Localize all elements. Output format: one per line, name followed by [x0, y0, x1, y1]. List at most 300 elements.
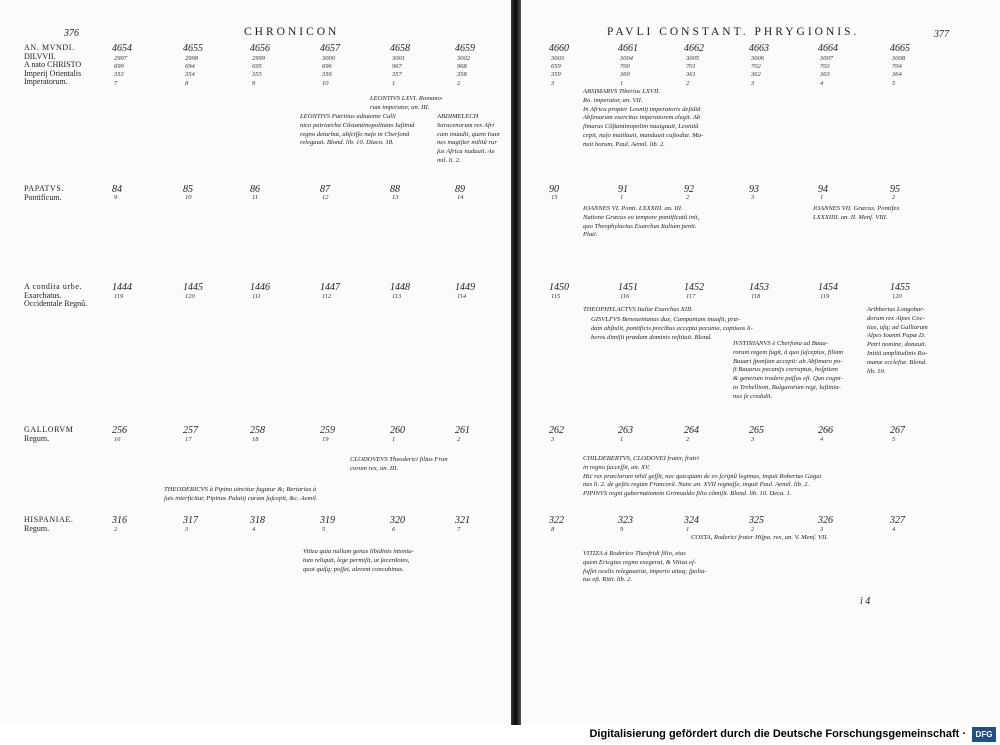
entry-childebertus: [583, 455, 821, 499]
year-number: 267: [890, 425, 905, 436]
subindex-value: 2: [686, 79, 690, 87]
subindex-value: 695: [252, 63, 262, 71]
row-label-line: Occidentale Regnũ.: [24, 299, 88, 308]
subindex-value: 114: [457, 293, 467, 300]
row-label-line: HISPANIAE.: [24, 515, 74, 524]
subindex-value: 9: [252, 79, 256, 87]
year-number: 264: [684, 425, 699, 436]
entry-vitiza-left: [303, 548, 414, 574]
year-subindex: [820, 436, 823, 444]
year-subindex: [751, 293, 760, 301]
year-number: 91: [618, 184, 628, 195]
year-subindex: [322, 526, 325, 534]
year-subindex: [114, 194, 117, 202]
year-number: 317: [183, 515, 198, 526]
year-number: 92: [684, 184, 694, 195]
left-page: [0, 0, 511, 725]
entry-line: dorum rex Alpes Coc-: [867, 314, 925, 322]
subindex-value: 3007: [820, 55, 833, 62]
subindex-value: 3000: [322, 55, 335, 62]
subindex-value: 3: [551, 436, 555, 443]
entry-line: LEONTIVS Patritius adiutente Calli: [300, 113, 396, 120]
year-number: 318: [250, 515, 265, 526]
year-subindex: [892, 55, 905, 88]
entry-ioannes-vii: [813, 205, 899, 223]
year-subindex: [252, 55, 265, 88]
entry-line: quot quiſq; poſſet, alerent concubinas.: [303, 565, 404, 573]
subindex-value: 704: [892, 63, 902, 71]
year-number: 263: [618, 425, 633, 436]
entry-line: foſſet oculis relegauerat, imperio uitaq; ſpolia-: [583, 567, 707, 575]
subindex-value: 2: [686, 194, 690, 201]
subindex-value: 113: [392, 293, 402, 300]
subindex-value: 8: [185, 79, 189, 87]
year-number: 1447: [320, 282, 340, 293]
subindex-value: 3003: [551, 55, 564, 62]
subindex-value: 2997: [114, 55, 127, 62]
subindex-value: 363: [820, 71, 830, 79]
subindex-value: 699: [114, 63, 124, 71]
entry-line: quo Theophylactus Exarchus Italiam penit.: [583, 222, 697, 230]
subindex-value: 9: [114, 194, 118, 201]
entry-leontius-patritius: [300, 113, 415, 148]
entry-line: LXXXIIII. an. II. Menſ. VIII.: [813, 213, 888, 221]
subindex-value: 1: [620, 194, 624, 201]
subindex-value: 358: [457, 71, 467, 79]
year-number: 1445: [183, 282, 203, 293]
year-number: 1446: [250, 282, 270, 293]
right-page: [521, 0, 1000, 725]
subindex-value: 5: [892, 436, 896, 443]
row-label-line: Regum.: [24, 433, 50, 443]
entry-line: nes magiſter militũ rur: [437, 139, 497, 147]
subindex-value: 4: [892, 526, 896, 533]
subindex-value: 119: [820, 293, 830, 300]
subindex-value: 3: [751, 436, 755, 443]
subindex-value: 18: [252, 436, 259, 443]
year-number: 4659: [455, 43, 475, 54]
subindex-value: 120: [185, 293, 195, 300]
year-number: 319: [320, 515, 335, 526]
subindex-value: 700: [620, 63, 630, 71]
entry-line: IOANNES VII. Græcus. Pontifex: [813, 205, 900, 212]
entry-line: Initiũ amplitudinis Ro-: [867, 349, 928, 357]
row-label: [24, 283, 87, 309]
entry-line: Aribbertus Longobar-: [867, 306, 925, 313]
subindex-value: 3006: [751, 55, 764, 62]
entry-line: ſuis interficitur, Pipinus Palatij curam ſuſcepit, &c. Aemil.: [164, 494, 318, 502]
subindex-value: 355: [252, 71, 262, 79]
year-number: 4654: [112, 43, 132, 54]
subindex-value: 7: [114, 79, 118, 87]
entry-line: COSTA, Roderici frater Hiſpa. rex, an. V. Menſ. VII.: [691, 534, 829, 541]
year-subindex: [551, 194, 558, 202]
subindex-value: 359: [551, 71, 561, 79]
subindex-value: 6: [392, 526, 396, 533]
year-number: 257: [183, 425, 198, 436]
year-subindex: [457, 293, 466, 301]
year-number: 84: [112, 184, 122, 195]
year-number: 256: [112, 425, 127, 436]
subindex-value: 701: [686, 63, 696, 71]
year-number: 265: [749, 425, 764, 436]
entry-line: CHILDEBERTVS, CLODOVEI frater, fratri: [583, 455, 699, 462]
year-number: 260: [390, 425, 405, 436]
year-number: 4660: [549, 43, 569, 54]
entry-line: VITIZA à Roderico Theofridi filio, eius: [583, 550, 686, 557]
year-subindex: [114, 436, 121, 444]
entry-line: CLODOVEVS Theoderici filius Fran: [350, 456, 448, 463]
subindex-value: 5: [322, 526, 326, 533]
year-subindex: [322, 194, 329, 202]
row-label-line: Imperatorum.: [24, 77, 68, 86]
year-subindex: [322, 436, 329, 444]
entry-line: ABSIMARVS Tiberius LXVII.: [583, 88, 660, 95]
entry-line: Petri nomine, donauit.: [867, 341, 927, 349]
year-number: 324: [684, 515, 699, 526]
year-number: 326: [818, 515, 833, 526]
year-subindex: [252, 526, 255, 534]
entry-line: GISVLFVS Beneuentanus dux, Campaniam inuaſit, præ-: [591, 316, 741, 323]
entry-line: PIPINVS regni gubernationem Grimoaldo filio cõmiſit. Blond. lib. 10. Deca. 1.: [583, 490, 792, 498]
subindex-value: 2999: [252, 55, 265, 62]
year-subindex: [620, 293, 629, 301]
subindex-value: 696: [322, 63, 332, 71]
year-number: 95: [890, 184, 900, 195]
year-number: 85: [183, 184, 193, 195]
year-number: 261: [455, 425, 470, 436]
entry-line: manæ eccleſiæ. Blond.: [867, 358, 927, 366]
row-label-line: AN. MVNDI.: [24, 43, 75, 52]
entry-line: LEONTIVS LXVI. Romano-: [370, 95, 444, 102]
subindex-value: 120: [892, 293, 902, 300]
entry-line: Bauari ſponſam accepit: ab Abſimaro po-: [733, 357, 843, 365]
year-subindex: [751, 526, 754, 534]
entry-line: IOANNES VI. Ponti. LXXXIII. an. III.: [583, 205, 683, 212]
year-subindex: [751, 194, 754, 202]
entry-line: nus li. 2. de geſtis regum Francorũ. Nunc an. XVII regnaſſe, inquit Paul. Aemil. lib. 2.: [583, 481, 810, 489]
year-number: 320: [390, 515, 405, 526]
subindex-value: 117: [686, 293, 696, 300]
year-subindex: [322, 293, 331, 301]
entry-leontius-lxvi: [370, 95, 443, 113]
subindex-value: 2: [457, 79, 461, 87]
year-subindex: [820, 293, 829, 301]
subindex-value: 14: [457, 194, 464, 201]
entry-line: beros dimiſit prædam dominis reſtituit. Blond.: [591, 333, 712, 341]
year-subindex: [252, 436, 259, 444]
entry-line: & generum tradere paſſus eſt. Quo cogni-: [733, 375, 843, 383]
entry-line: Ro. imperator, an. VII.: [583, 96, 643, 104]
year-number: 322: [549, 515, 564, 526]
entry-ioannes-vi: [583, 205, 699, 240]
year-number: 1451: [618, 282, 638, 293]
subindex-value: 3002: [457, 55, 470, 62]
entry-iustinianus: [733, 340, 843, 402]
subindex-value: 115: [551, 293, 561, 300]
running-head: CHRONICON: [244, 26, 340, 38]
entry-clodoveus: [350, 456, 448, 474]
year-subindex: [820, 55, 833, 88]
year-subindex: [620, 194, 623, 202]
entry-line: ABDIMELECH: [437, 113, 479, 120]
subindex-value: 118: [751, 293, 761, 300]
subindex-value: 11: [252, 194, 259, 201]
subindex-value: 1: [820, 194, 824, 201]
year-subindex: [820, 526, 823, 534]
year-subindex: [185, 526, 188, 534]
subindex-value: 967: [392, 63, 402, 71]
entry-line: Plati.: [583, 231, 598, 239]
year-number: 316: [112, 515, 127, 526]
year-subindex: [185, 55, 198, 88]
row-label: [24, 44, 81, 87]
year-subindex: [892, 293, 902, 301]
subindex-value: 3001: [392, 55, 405, 62]
year-subindex: [392, 436, 395, 444]
year-subindex: [457, 436, 460, 444]
subindex-value: 354: [185, 71, 195, 79]
subindex-value: 2998: [185, 55, 198, 62]
entry-line: tus eſt. Ritii. lib. 2.: [583, 576, 633, 584]
subindex-value: 353: [114, 71, 124, 79]
entry-theodericus: [164, 486, 318, 504]
subindex-value: 3004: [620, 55, 633, 62]
subindex-value: 1: [392, 436, 396, 443]
entry-line: cepit, naſo mutilauit, mandauit cuſtodiæ. Ma-: [583, 131, 704, 139]
entry-line: rorum regem fugit, à quo ſuſceptus, filiam: [733, 348, 844, 356]
subindex-value: 2: [457, 436, 461, 443]
entry-absimarus: [583, 88, 703, 150]
subindex-value: 7: [457, 526, 461, 533]
year-number: 87: [320, 184, 330, 195]
row-label: [24, 516, 74, 533]
year-number: 323: [618, 515, 633, 526]
dfg-logo-icon: DFG: [972, 727, 996, 742]
year-subindex: [457, 194, 464, 202]
row-label: [24, 426, 74, 443]
subindex-value: 659: [551, 63, 561, 71]
entry-line: nuit horum. Paul. Aemil. lib. 2.: [583, 140, 665, 148]
subindex-value: 5: [892, 79, 896, 87]
year-subindex: [751, 55, 764, 88]
year-subindex: [686, 526, 689, 534]
subindex-value: 10: [322, 79, 329, 87]
entry-line: Abſimarum exercitus imperatorem elegit. Ab: [583, 114, 701, 122]
entry-line: dam abſtulit, pontificis precibus accepta pecunia, captiuos li-: [591, 324, 753, 332]
subindex-value: 3008: [892, 55, 905, 62]
year-number: 93: [749, 184, 759, 195]
year-number: 86: [250, 184, 260, 195]
year-number: 321: [455, 515, 470, 526]
entry-line: rum imperator, an. III.: [370, 103, 430, 111]
entry-line: nico patriarcha Cõstantinopolitano Iuſtiniã: [300, 121, 415, 129]
year-number: 266: [818, 425, 833, 436]
year-subindex: [114, 526, 117, 534]
year-subindex: [686, 436, 689, 444]
row-label-line: Pontificum.: [24, 192, 62, 202]
subindex-value: 1: [686, 526, 690, 533]
row-label-line: DILVVII.: [24, 51, 56, 61]
year-number: 4662: [684, 43, 704, 54]
row-label: [24, 185, 64, 202]
year-number: 1448: [390, 282, 410, 293]
year-subindex: [620, 55, 633, 88]
entry-line: ſt Bauarus pecunijs corruptus, hoſpitem: [733, 366, 838, 374]
year-number: 4661: [618, 43, 638, 54]
year-number: 94: [818, 184, 828, 195]
year-subindex: [551, 526, 554, 534]
page-number: 376: [64, 28, 79, 39]
entry-line: relegauit. Blond. lib. 10. Diaco. 18.: [300, 139, 394, 147]
year-subindex: [751, 436, 754, 444]
year-subindex: [457, 526, 460, 534]
subindex-value: 2: [686, 436, 690, 443]
year-number: 4665: [890, 43, 910, 54]
row-label-line: Imperij Orientalis: [24, 68, 82, 78]
row-label-line: GALLORVM: [24, 425, 74, 434]
entry-line: ſimarus Cõſtantinopolim nauigauit, Leontiũ: [583, 123, 699, 131]
year-subindex: [185, 293, 195, 301]
year-number: 262: [549, 425, 564, 436]
entry-line: quem Ericgius regno exegerat, & Vitiza eſ-: [583, 558, 696, 566]
year-subindex: [686, 194, 689, 202]
entry-line: to Trebellioni, Bulgarorum regi, Iuſtinia-: [733, 383, 841, 391]
year-number: 4657: [320, 43, 340, 54]
subindex-value: 362: [751, 71, 761, 79]
subindex-value: 4: [820, 79, 824, 87]
year-subindex: [252, 293, 261, 301]
year-subindex: [686, 55, 699, 88]
subindex-value: 13: [392, 194, 399, 201]
year-number: 89: [455, 184, 465, 195]
year-subindex: [392, 526, 395, 534]
entry-line: corum rex, an. III.: [350, 464, 399, 472]
year-number: 4655: [183, 43, 203, 54]
year-number: 325: [749, 515, 764, 526]
subindex-value: 361: [686, 71, 696, 79]
row-label-line: Exarchatus.: [24, 290, 62, 300]
subindex-value: 8: [551, 526, 555, 533]
year-number: 1455: [890, 282, 910, 293]
year-number: 1453: [749, 282, 769, 293]
entry-line: cam inuadit, quem Ioan: [437, 130, 500, 138]
entry-vitiza-right: [583, 550, 707, 585]
entry-line: ſus Africa nudauit. Ae: [437, 148, 495, 156]
year-number: 1452: [684, 282, 704, 293]
year-subindex: [892, 436, 895, 444]
year-subindex: [392, 293, 401, 301]
subindex-value: 2: [892, 194, 896, 201]
entry-aribertus: [867, 306, 928, 376]
entry-line: Natione Græcus eo tempore pontificatũ init,: [583, 213, 700, 221]
subindex-value: 1: [620, 79, 624, 87]
year-subindex: [551, 293, 560, 301]
subindex-value: 1: [620, 436, 624, 443]
year-number: 259: [320, 425, 335, 436]
year-subindex: [820, 194, 823, 202]
subindex-value: 9: [620, 526, 624, 533]
subindex-value: 3: [751, 79, 755, 87]
subindex-value: 17: [185, 436, 192, 443]
entry-line: Vitiza quia nullum genus libidinis intenta-: [303, 548, 414, 555]
year-subindex: [392, 55, 405, 88]
subindex-value: 2: [114, 526, 118, 533]
subindex-value: 119: [114, 293, 124, 300]
entry-gisulfus: [591, 316, 753, 342]
year-subindex: [892, 194, 895, 202]
subindex-value: 4: [820, 436, 824, 443]
subindex-value: 703: [820, 63, 830, 71]
row-label-line: PAPATVS.: [24, 184, 65, 193]
subindex-value: 356: [322, 71, 332, 79]
subindex-value: 3: [751, 194, 755, 201]
entry-line: nus ſe credidit.: [733, 392, 773, 400]
year-number: 90: [549, 184, 559, 195]
entry-theophylactus: [583, 306, 693, 315]
footer-credit: Digitalisierung gefördert durch die Deutsche Forschungsgemeinschaft ·: [589, 728, 966, 740]
subindex-value: 702: [751, 63, 761, 71]
entry-line: THEODERICVS à Pipino uincitur fugatur &; Bertarius à: [164, 486, 317, 493]
subindex-value: 112: [322, 293, 332, 300]
subindex-value: 3: [820, 526, 824, 533]
subindex-value: 360: [620, 71, 630, 79]
entry-costa: [691, 534, 828, 543]
year-subindex: [322, 55, 335, 88]
subindex-value: 16: [114, 436, 121, 443]
subindex-value: 116: [620, 293, 630, 300]
entry-line: Saracenorum rex Afri: [437, 121, 495, 129]
signature-mark: i 4: [860, 596, 871, 607]
subindex-value: 364: [892, 71, 902, 79]
year-number: 4664: [818, 43, 838, 54]
year-subindex: [185, 436, 192, 444]
year-subindex: [457, 55, 470, 88]
entry-line: In Africa propter Leontij imperatoris deſidiã: [583, 105, 701, 113]
row-label-line: A nato CHRISTO: [24, 60, 82, 69]
digitization-footer: [0, 725, 1000, 745]
entry-line: IVSTINIANVS è Cherſona ad Baua-: [733, 340, 828, 347]
year-number: 4658: [390, 43, 410, 54]
subindex-value: 111: [252, 293, 261, 300]
entry-line: in regno ſucceſſit, an. XV.: [583, 463, 650, 471]
subindex-value: 15: [551, 194, 558, 201]
row-label-line: A condita urbe.: [24, 282, 83, 291]
entry-line: regno deturbat, abſciſſo naſo in Cherſonã: [300, 130, 410, 138]
subindex-value: 357: [392, 71, 402, 79]
book-gutter: [511, 0, 521, 725]
year-subindex: [551, 436, 554, 444]
entry-line: tum reliquit, lege permiſit, ut ſacerdotes,: [303, 556, 410, 564]
year-number: 1449: [455, 282, 475, 293]
subindex-value: 968: [457, 63, 467, 71]
page-number: 377: [934, 29, 949, 40]
entry-line: lib. 10.: [867, 367, 886, 375]
year-subindex: [392, 194, 399, 202]
entry-line: Alpes Ioanni Papæ D.: [867, 332, 926, 340]
year-number: 327: [890, 515, 905, 526]
year-subindex: [892, 526, 895, 534]
subindex-value: 19: [322, 436, 329, 443]
year-number: 4656: [250, 43, 270, 54]
subindex-value: 4: [252, 526, 256, 533]
year-subindex: [185, 194, 192, 202]
entry-abdimelech: [437, 113, 500, 166]
year-subindex: [551, 55, 564, 88]
year-number: 1454: [818, 282, 838, 293]
subindex-value: 10: [185, 194, 192, 201]
entry-line: Hic rex præclarum nihil geſſit, nec quicquam de eo ſcriptũ legimus, inquit Robertus Gagui: [583, 472, 822, 480]
